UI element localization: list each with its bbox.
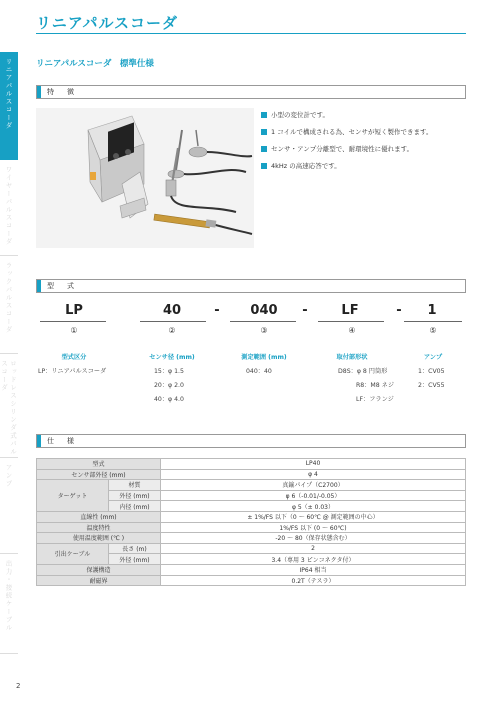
- table-row: [37, 543, 466, 554]
- circled-number: ③: [260, 326, 268, 335]
- option-amp: 2：CV55: [418, 382, 445, 389]
- model-separator: -: [214, 303, 220, 318]
- option-diameter: 15：φ 1.5: [154, 368, 184, 375]
- list-item: 4kHz の高速応答です。: [261, 161, 471, 170]
- circled-number: ②: [168, 326, 176, 335]
- bullet-square-icon: [261, 112, 267, 118]
- model-underline: [318, 321, 384, 322]
- option-series: LP：リニアパルスコーダ: [38, 368, 107, 375]
- side-tab-cable[interactable]: 出力・接続ケーブル: [0, 554, 18, 654]
- circled-number: ⑤: [429, 326, 437, 335]
- option-label-mount: 取付部形状: [336, 354, 368, 361]
- spec-label: 外径 (mm): [109, 490, 161, 501]
- spec-group-label: ターゲット: [37, 480, 109, 512]
- option-amp: 1：CV05: [418, 368, 445, 375]
- model-part-range: 040: [250, 303, 278, 318]
- spec-label: 型式: [37, 459, 161, 470]
- features-heading: 特 徴: [36, 85, 466, 99]
- spec-table: [36, 458, 466, 586]
- option-label-diameter: センサ径 (mm): [149, 354, 195, 361]
- option-label-series: 型式区分: [61, 354, 87, 361]
- option-label-amp: アンプ: [423, 354, 443, 361]
- spec-value: IP64 相当: [161, 564, 466, 575]
- spec-value: 真鍮パイプ（C2700）: [161, 480, 466, 491]
- spec-label: 直線性 (mm): [37, 511, 161, 522]
- spec-value: LP40: [161, 459, 466, 470]
- table-row: [37, 522, 466, 533]
- model-underline: [230, 321, 296, 322]
- model-underline: [404, 321, 462, 322]
- features-list: [261, 110, 471, 178]
- spec-value: 1%/FS 以下 (0 〜 60℃): [161, 522, 466, 533]
- model-part-diameter: 40: [162, 303, 182, 318]
- model-heading: 型 式: [36, 279, 466, 293]
- option-mount: R8：M8 ネジ: [356, 382, 395, 389]
- bullet-square-icon: [261, 129, 267, 135]
- spec-value: φ 6（-0.01/-0.05）: [161, 490, 466, 501]
- circled-number: ①: [70, 326, 78, 335]
- option-mount: LF：フランジ: [356, 396, 394, 403]
- product-photo-illustration: [36, 108, 254, 248]
- table-row: [37, 533, 466, 544]
- model-part-mount: LF: [341, 303, 359, 318]
- option-mount: D8S：φ 8 円筒形: [338, 368, 388, 375]
- option-label-range: 測定範囲 (mm): [241, 354, 287, 361]
- table-row: [37, 480, 466, 491]
- spec-value: 0.2T（テスラ）: [161, 575, 466, 586]
- spec-label: 温度特性: [37, 522, 161, 533]
- bullet-square-icon: [261, 163, 267, 169]
- spec-label: 内径 (mm): [109, 501, 161, 512]
- spec-value: -20 〜 80（保存状態含む）: [161, 533, 466, 544]
- title-rule: [36, 33, 466, 34]
- side-tab-rodless[interactable]: ロッドレスシリンダ式パルスコーダ: [0, 354, 18, 458]
- spec-label: 耐磁界: [37, 575, 161, 586]
- side-tab-linear[interactable]: リニアパルスコーダ: [0, 52, 18, 160]
- side-tab-rack[interactable]: ラックパルスコーダ: [0, 256, 18, 354]
- section-subtitle: リニアパルスコーダ 標準仕様: [36, 59, 154, 69]
- table-row: [37, 511, 466, 522]
- spec-label: 長さ (m): [109, 543, 161, 554]
- model-separator: -: [396, 303, 402, 318]
- spec-group-label: 引出ケーブル: [37, 543, 109, 564]
- side-tab-amp[interactable]: アンプ: [0, 458, 18, 554]
- option-range: 040：40: [246, 368, 272, 375]
- side-tab-wire[interactable]: ワイヤーパルスコーダ: [0, 160, 18, 256]
- model-underline: [40, 321, 106, 322]
- model-underline: [140, 321, 206, 322]
- spec-value: φ 4: [161, 469, 466, 480]
- option-diameter: 20：φ 2.0: [154, 382, 184, 389]
- spec-label: 保護構造: [37, 564, 161, 575]
- spec-value: 3.4（専用 3 ピンコネクタ付）: [161, 554, 466, 565]
- list-item: 小型の変位計です。: [261, 110, 471, 119]
- spec-value: φ 5（± 0.03）: [161, 501, 466, 512]
- list-item: 1 コイルで構成される為、センサが短く製作できます。: [261, 127, 471, 136]
- spec-label: 使用温度範囲 (℃ ): [37, 533, 161, 544]
- model-part-amp: 1: [427, 303, 437, 318]
- page-title: リニアパルスコーダ: [36, 14, 179, 32]
- table-row: [37, 575, 466, 586]
- spec-value: ± 1%/FS 以下（0 〜 60℃ @ 測定範囲の中心）: [161, 511, 466, 522]
- list-item: センサ・アンプ分離型で、耐環境性に優れます。: [261, 144, 471, 153]
- table-row: [37, 564, 466, 575]
- option-diameter: 40：φ 4.0: [154, 396, 184, 403]
- spec-heading: 仕 様: [36, 434, 466, 448]
- spec-label: 外径 (mm): [109, 554, 161, 565]
- product-photo: [36, 108, 254, 248]
- circled-number: ④: [348, 326, 356, 335]
- spec-label: 材質: [109, 480, 161, 491]
- table-row: [37, 469, 466, 480]
- side-index: [0, 52, 18, 654]
- model-separator: -: [302, 303, 308, 318]
- bullet-square-icon: [261, 146, 267, 152]
- spec-value: 2: [161, 543, 466, 554]
- model-part-series: LP: [65, 303, 83, 318]
- page-number: 2: [16, 682, 21, 690]
- spec-label: センサ部外径 (mm): [37, 469, 161, 480]
- table-row: [37, 459, 466, 470]
